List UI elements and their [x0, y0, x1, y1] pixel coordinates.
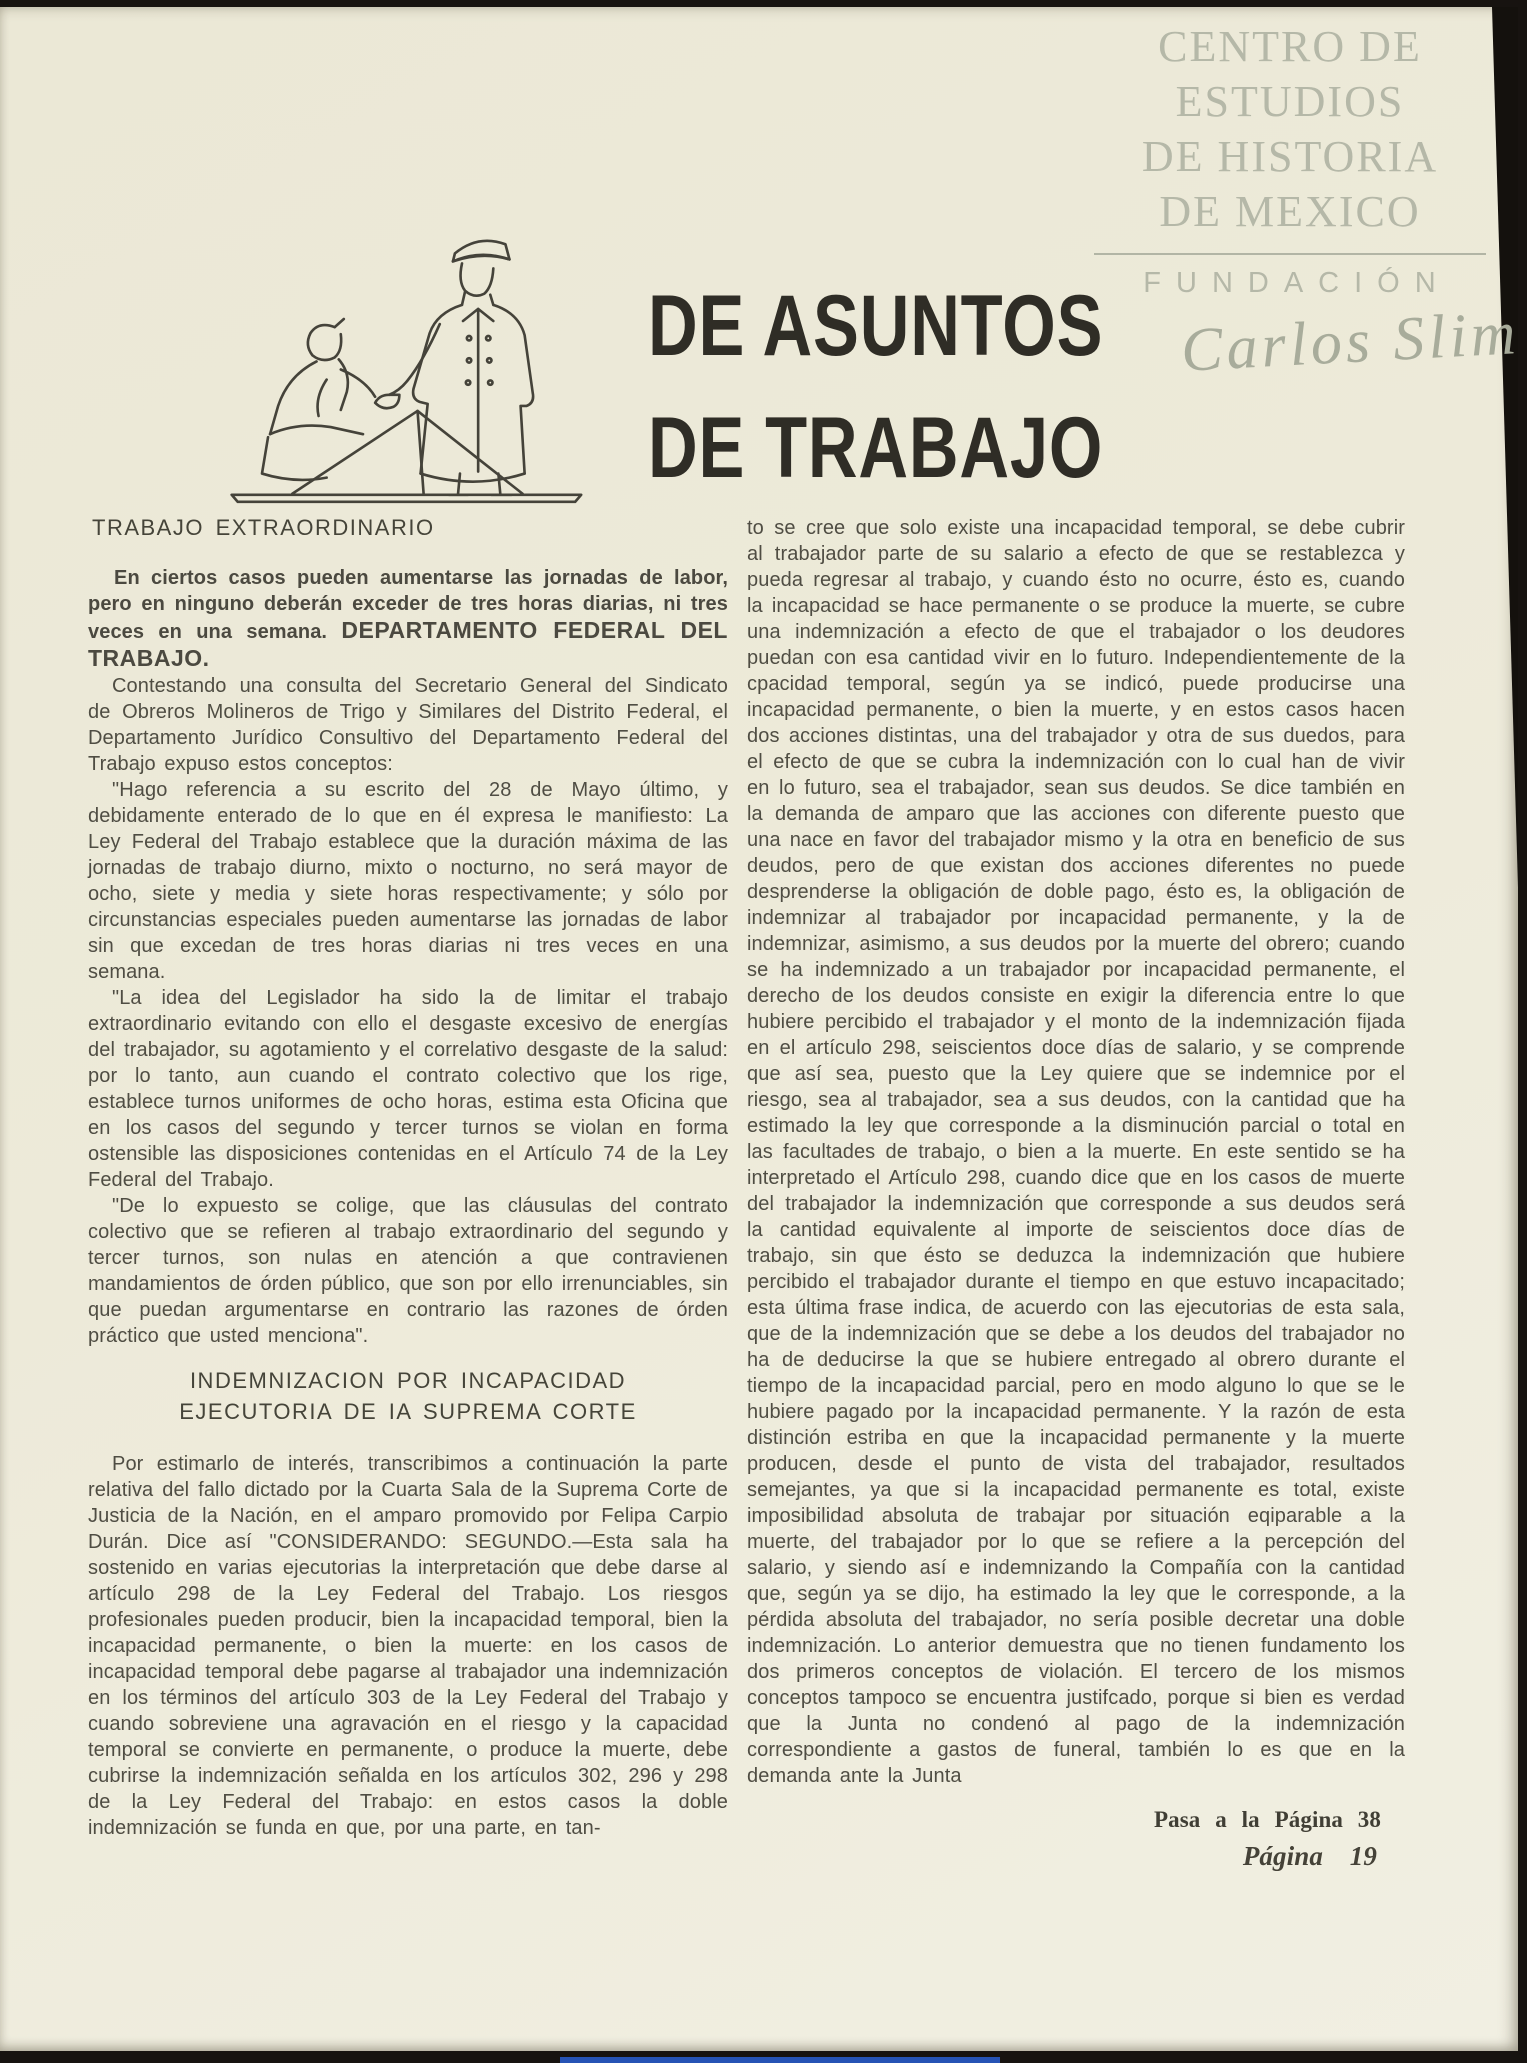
watermark-text: DE HISTORIA — [1141, 132, 1439, 181]
magazine-page — [0, 7, 1522, 2051]
watermark-text: ESTUDIOS — [1175, 77, 1405, 126]
body-paragraph: Por estimarlo de interés, transcribimos a continuación la parte relativa del fallo dictado por la Cuarta Sala de la Suprema Corte de Justicia de la Nación, en el amparo promovido por Felipa Carpio Durán. Dice así "CONSIDERANDO: SEGUNDO.—Esta sala ha sostenido en varias ejecutorias la interpretación que debe darse al artículo 298 de la Ley Federal del Trabajo. Los riesgos profesionales pueden producir, bien la incapacidad temporal, bien la incapacidad permanente, o bien la muerte: en los casos de incapacidad temporal debe pagarse al trabajador una indemnización en los términos del artículo 303 de la Ley Federal del Trabajo y cuando sobreviene una agravación en el riesgo y la capacidad temporal se convierte en permanente, o produce la muerte, debe cubrirse la indemnización señalda en los artículos 302, 296 y 298 de la Ley Federal del Trabajo: en estos casos la doble indemnización se funda en que, por una parte, en tan- — [88, 1453, 728, 1839]
archive-watermark — [1090, 19, 1522, 385]
article-title-line: DE TRABAJO — [648, 400, 1104, 496]
intro-text: En ciertos casos pueden aumentarse las jornadas de labor, pero en ninguno deberán exceder de tres horas diarias, ni tres veces en una semana. — [88, 567, 728, 643]
watermark-text: CENTRO DE — [1158, 22, 1422, 71]
handshake-illustration — [175, 219, 650, 517]
section-heading-line: EJECUTORIA DE IA SUPREMA CORTE — [179, 1399, 637, 1424]
body-paragraph: "Hago referencia a su escrito del 28 de Mayo último, y debidamente enterado de lo que en él expresa le manifiesto: La Ley Federal del Trabajo establece que la duración máxima de las jornadas de trabajo diurno, mixto o nocturno, no será mayor de ocho, siete y media y siete horas respectivamente; y sólo por circunstancias especiales pueden aumentarse las jornadas de labor sin que excedan de tres horas diarias ni tres veces en una semana. — [88, 779, 728, 983]
section-heading-indemnizacion — [88, 1365, 728, 1427]
watermark-divider — [1094, 253, 1486, 255]
body-paragraph: Contestando una consulta del Secretario General del Sindicato de Obreros Molineros de Trigo y Similares del Distrito Federal, el Departamento Jurídico Consultivo del Departamento Federal del Trabajo expuso estos conceptos: — [88, 675, 728, 775]
article-title — [648, 265, 1217, 509]
intro-paragraph — [88, 565, 728, 673]
watermark-text: DE MEXICO — [1159, 187, 1421, 236]
article-title-line: DE ASUNTOS — [648, 278, 1104, 374]
foundation-label: FUNDACIÓN — [1143, 267, 1451, 299]
section-heading-trabajo-extraordinario: TRABAJO EXTRAORDINARIO — [92, 515, 435, 540]
page-number: Página 19 — [1242, 1841, 1377, 1871]
page-edge-shadow — [1492, 7, 1518, 887]
body-paragraph: to se cree que solo existe una incapacidad temporal, se debe cubrir al trabajador parte de su salario a efecto de que se restablezca y pueda regresar al trabajo, y cuando ésto no ocurre, ésto es, cuando la incapacidad se hace permanente o se produce la muerte, se cubre una indemnización a efecto de que el trabajador o los deudores puedan con esa cantidad vivir en lo futuro. Independientemente de la cpacidad temporal, según ya se indicó, puede producirse una incapacidad permanente, o bien la muerte, y en estos casos hacen dos acciones distintas, una del trabajador y otra de sus duedos, para el efecto de que se cubra la indemnización con lo cual han de vivir en lo futuro, sea el trabajador, sean sus deudos. Se dice también en la demanda de amparo que las acciones con diferente puesto que una nace en favor del trabajador mismo y la otra en beneficio de sus deudos, pero de que existan dos acciones diferentes no puede desprenderse la obligación de doble pago, ésto es, la obligación de indemnizar al trabajador por incapacidad permanente, y la de indemnizar, asimismo, a sus deudos por la muerte del obrero; cuando se ha indemnizado a un trabajador por incapacidad permanente, el derecho de los deudos consiste en exigir la diferencia entre lo que hubiere percibido el trabajador y el monto de la indemnización fijada en el artículo 298, seiscientos doce días de salario, y se comprende que así sea, puesto que la Ley quiere que se indemnice por el riesgo, sea al trabajador, sea a sus deudos, con la cantidad que ha estimado la ley que corresponde a la disminución parcial o total en las facultades de trabajo, o bien a la muerte. En este sentido se ha interpretado el Artículo 298, cuando dice que en los casos de muerte del trabajador la indemnización que corresponde a sus deudos será la cantidad equivalente al importe de seiscientos doce días de trabajo, sin que ésto se deduzca la indemnización que hubiere percibido el trabajador durante el tiempo en que estuvo incapacitado; esta última frase indica, de acuerdo con las ejecutorias de esta sala, que de la indemnización que se debe a los deudos del trabajador no ha de deducirse la que se hubiere entregado al obrero durante el tiempo de la incapacidad parcial, pero en modo alguno lo que se le hubiere pagado por la incapacidad permanente. Y la razón de esta distinción estriba en que la incapacidad permanente y la muerte producen, desde el punto de vista del trabajador, resultados semejantes, ya que si la incapacidad permanente es total, existe imposibilidad absoluta de trabajar por situación eqiparable a la muerte, del trabajador por lo que se refiere a la percepción del salario, y siendo así e indemnizando la Compañía con la cantidad que, según ya se dijo, ha estimado la ley que le corresponde, a la pérdida absoluta del trabajador, no sería posible decretar una doble indemnización. Lo anterior demuestra que no tienen fundamento los dos primeros conceptos de violación. El tercero de los mismos conceptos tampoco se encuentra justifcado, porque si bien es verdad que la Junta no condenó al pago de la indemnización correspondiente a gastos de funeral, también lo es que en la demanda ante la Junta — [747, 517, 1405, 1787]
intro-source: DEPARTAMENTO FEDERAL DEL TRABAJO. — [88, 617, 728, 671]
carlos-slim-signature: Carlos Slim — [1179, 299, 1522, 385]
right-column — [747, 515, 1405, 1869]
body-paragraph: "De lo expuesto se colige, que las cláusulas del contrato colectivo que se refieren al trabajo extraordinario del segundo y tercer turnos, son nulas en atención a que contravienen mandamientos de órden público, que son por ello irrenunciables, sin que puedan argumentarse en contrario las razones de órden práctico que usted menciona". — [88, 1195, 728, 1347]
continuation-note: Pasa a la Página 38 — [1153, 1807, 1381, 1832]
body-paragraph: "La idea del Legislador ha sido la de limitar el trabajo extraordinario evitando con ello el desgaste excesivo de energías del trabajador, su agotamiento y el correlativo desgaste de la salud: por lo tanto, aun cuando el contrato colectivo que los rige, establece turnos uniformes de ocho horas, estima esta Oficina que en los casos del segundo y tercer turnos se violan en forma ostensible las disposiciones contenidas en el Artículo 74 de la Ley Federal del Trabajo. — [88, 987, 728, 1191]
left-column — [88, 515, 728, 1841]
bottom-blue-mark — [560, 2057, 1000, 2063]
section-heading-line: INDEMNIZACION POR INCAPACIDAD — [189, 1368, 627, 1393]
